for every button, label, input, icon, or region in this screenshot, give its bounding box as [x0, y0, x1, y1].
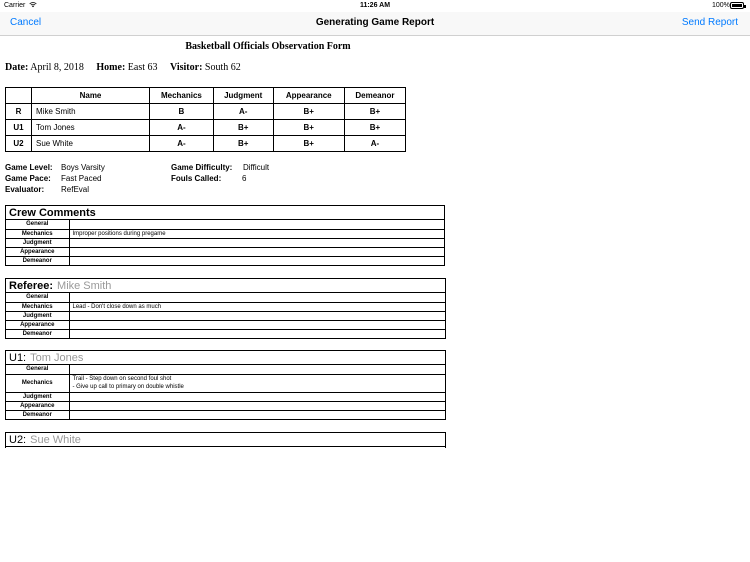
- judgment-grade: A-: [213, 104, 273, 120]
- comment-text: [69, 293, 445, 302]
- table-row: [6, 365, 445, 374]
- header-mechanics: Mechanics: [150, 88, 214, 104]
- game-pace-label: Game Pace:: [5, 174, 51, 183]
- u2-role: U2:: [9, 434, 27, 446]
- table-row: [6, 247, 444, 256]
- table-row: [6, 293, 445, 302]
- clock: 11:26 AM: [359, 2, 391, 9]
- comment-text: [69, 392, 445, 401]
- mechanics-grade: B: [150, 104, 214, 120]
- official-name: Tom Jones: [32, 120, 150, 136]
- demeanor-grade: B+: [344, 120, 405, 136]
- judgment-grade: B+: [213, 120, 273, 136]
- header-pos: [6, 88, 32, 104]
- comment-text: Lead - Don't close down as much: [69, 302, 445, 311]
- category-label: Demeanor: [6, 410, 69, 419]
- u1-section: [5, 350, 446, 420]
- crew-comments-heading: [6, 206, 444, 220]
- mechanics-grade: A-: [150, 120, 214, 136]
- official-position: U1: [6, 120, 32, 136]
- fouls-called-value: 6: [242, 174, 247, 183]
- comment-line: - Give up call to primary on double whistle: [72, 384, 184, 390]
- category-label: General: [6, 365, 69, 374]
- date-label: Date:: [5, 62, 29, 73]
- category-label: Mechanics: [6, 229, 69, 238]
- appearance-grade: B+: [273, 136, 344, 152]
- evaluator-value: RefEval: [61, 185, 90, 194]
- appearance-grade: B+: [273, 104, 344, 120]
- u2-name: Sue White: [30, 434, 81, 446]
- category-label: Judgment: [6, 238, 69, 247]
- category-label: Appearance: [6, 401, 69, 410]
- referee-comments-table: [6, 293, 445, 338]
- comment-text: [69, 374, 445, 392]
- visitor-value: South 62: [204, 62, 241, 73]
- table-row: [6, 120, 406, 136]
- report-preview[interactable]: [0, 36, 750, 562]
- official-position: U2: [6, 136, 32, 152]
- evaluator: [5, 185, 89, 194]
- official-position: R: [6, 104, 32, 120]
- table-row: [6, 320, 445, 329]
- game-difficulty: [171, 163, 269, 172]
- official-name: Mike Smith: [32, 104, 150, 120]
- status-bar: [0, 0, 750, 12]
- date-value: April 8, 2018: [30, 62, 84, 73]
- header-appearance: Appearance: [273, 88, 344, 104]
- comment-text: [69, 247, 444, 256]
- table-row: [6, 302, 445, 311]
- table-row: [6, 256, 444, 265]
- u2-section: [5, 432, 446, 448]
- carrier-label: Carrier: [4, 2, 26, 9]
- form-title: Basketball Officials Observation Form: [185, 41, 351, 52]
- evaluator-label: Evaluator:: [5, 185, 45, 194]
- category-label: Mechanics: [6, 302, 69, 311]
- table-row: [6, 229, 444, 238]
- category-label: General: [6, 220, 69, 229]
- game-difficulty-label: Game Difficulty:: [171, 163, 233, 172]
- game-pace-value: Fast Paced: [61, 174, 102, 183]
- referee-role: Referee:: [9, 280, 54, 292]
- navigation-bar: [0, 12, 750, 36]
- u1-name: Tom Jones: [30, 352, 84, 364]
- comment-text: [69, 320, 445, 329]
- category-label: Mechanics: [6, 374, 69, 392]
- u1-role: U1:: [9, 352, 27, 364]
- comment-text: [69, 365, 445, 374]
- game-pace: [5, 174, 101, 183]
- table-row: [6, 104, 406, 120]
- category-label: Appearance: [6, 320, 69, 329]
- demeanor-grade: B+: [344, 104, 405, 120]
- grades-table: [5, 87, 406, 152]
- fouls-called-label: Fouls Called:: [171, 174, 222, 183]
- category-label: Demeanor: [6, 329, 69, 338]
- comment-text: [69, 329, 445, 338]
- send-report-button[interactable]: Send Report: [681, 17, 738, 28]
- comment-line: Trail - Step down on second foul shot: [72, 376, 172, 382]
- u1-comments-table: [6, 365, 445, 419]
- battery-icon: [730, 2, 744, 9]
- table-row: [6, 220, 444, 229]
- referee-heading: [6, 279, 445, 293]
- u2-heading: [6, 433, 445, 447]
- home-label: Home:: [96, 62, 126, 73]
- table-row: [6, 410, 445, 419]
- table-row: [6, 238, 444, 247]
- judgment-grade: B+: [213, 136, 273, 152]
- official-name: Sue White: [32, 136, 150, 152]
- referee-name: Mike Smith: [57, 280, 112, 292]
- table-row: [6, 311, 445, 320]
- header-demeanor: Demeanor: [344, 88, 405, 104]
- game-level: [5, 163, 105, 172]
- fouls-called: [171, 174, 246, 183]
- comment-text: Improper positions during pregame: [69, 229, 444, 238]
- comment-text: [69, 311, 445, 320]
- comment-text: [69, 410, 445, 419]
- cancel-button[interactable]: Cancel: [10, 17, 42, 28]
- game-level-label: Game Level:: [5, 163, 53, 172]
- table-row: [6, 136, 406, 152]
- game-header: [5, 62, 251, 73]
- mechanics-grade: A-: [150, 136, 214, 152]
- crew-comments-title: Crew Comments: [9, 207, 96, 219]
- appearance-grade: B+: [273, 120, 344, 136]
- header-judgment: Judgment: [213, 88, 273, 104]
- demeanor-grade: A-: [344, 136, 405, 152]
- visitor-label: Visitor:: [170, 62, 203, 73]
- battery-percent: 100%: [712, 2, 730, 9]
- header-name: Name: [32, 88, 150, 104]
- grades-header-row: [6, 88, 406, 104]
- crew-comments-section: [5, 205, 445, 266]
- comment-text: [69, 256, 444, 265]
- crew-comments-table: [6, 220, 444, 265]
- category-label: Judgment: [6, 392, 69, 401]
- comment-text: [69, 401, 445, 410]
- game-difficulty-value: Difficult: [243, 163, 270, 172]
- table-row: [6, 401, 445, 410]
- category-label: Judgment: [6, 311, 69, 320]
- nav-title: Generating Game Report: [315, 17, 435, 28]
- table-row: [6, 329, 445, 338]
- category-label: Demeanor: [6, 256, 69, 265]
- u1-heading: [6, 351, 445, 365]
- home-value: East 63: [127, 62, 158, 73]
- comment-text: [69, 220, 444, 229]
- game-level-value: Boys Varsity: [61, 163, 105, 172]
- table-row: [6, 392, 445, 401]
- table-row: [6, 374, 445, 392]
- comment-text: [69, 238, 444, 247]
- referee-section: [5, 278, 446, 339]
- category-label: General: [6, 293, 69, 302]
- category-label: Appearance: [6, 247, 69, 256]
